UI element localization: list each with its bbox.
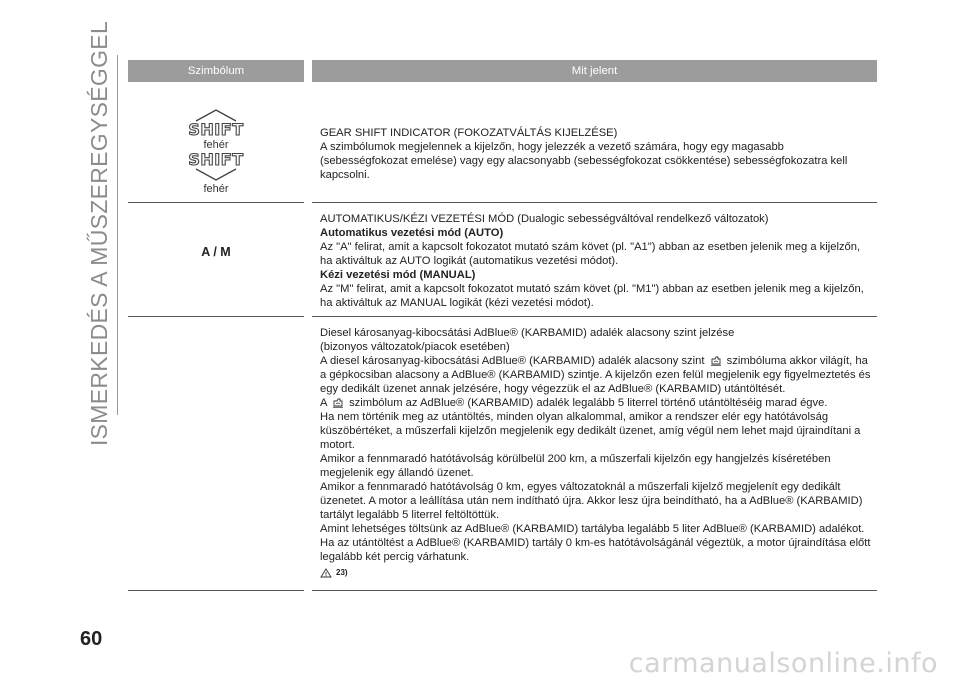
description-text: A szimbólum az AdBlue® (KARBAMID) adalék legalább 5 literrel történő utántöltéséig marad égve.	[320, 397, 828, 409]
symbol-color-label: fehér	[203, 139, 229, 151]
symbol-color-label: fehér	[203, 183, 229, 195]
adblue-level-icon	[332, 397, 344, 408]
watermark: carmanualsonline.info	[628, 648, 938, 679]
table-row	[128, 82, 877, 203]
shift-up-symbol: SHIFT	[188, 120, 244, 139]
description-text: Amint lehetséges töltsünk az AdBlue® (KARBAMID) tartályba legalább 5 liter AdBlue® (KARBAMID) adalékot. Ha az utántöltést a AdBlue® (KARBAMID) tartály 0 km-es hatótávolságánál végeztük, a motor újraindítása előtt legalább két percig várhatunk.	[320, 523, 871, 563]
warning-reference	[320, 566, 873, 580]
description-title: GEAR SHIFT INDICATOR (FOKOZATVÁLTÁS KIJELZÉSE)	[320, 127, 618, 139]
side-section-title	[82, 20, 118, 446]
header-meaning: Mit jelent	[312, 60, 877, 82]
table-row	[128, 317, 877, 591]
symbol-table	[128, 60, 877, 591]
header-gap	[304, 60, 312, 82]
downshift-chevron-icon	[194, 168, 238, 182]
auto-mode-text: Az "A" felirat, amit a kapcsolt fokozatot mutató szám követ (pl. "A1") abban az esetben jelenik meg a kijelzőn, ha aktiváltuk az AUTO logikát (automatikus vezetési módot).	[320, 241, 861, 267]
description-text: Ha nem történik meg az utántöltés, minden olyan alkalommal, amikor a rendszer elér egy hatótávolság küszöbértéket, a műszerfali kijelzőn megjelenik egy dedikált üzenet, amíg végül nem lehet majd újraindítani a motort.	[320, 411, 861, 451]
auto-mode-heading: Automatikus vezetési mód (AUTO)	[320, 227, 504, 239]
side-title-text: ISMERKEDÉS A MŰSZEREGYSÉGGEL	[86, 20, 113, 446]
table-header-row	[128, 60, 877, 82]
description-cell	[312, 317, 877, 591]
warning-triangle-icon	[320, 568, 332, 578]
manual-mode-heading: Kézi vezetési mód (MANUAL)	[320, 269, 476, 281]
description-title: AUTOMATIKUS/KÉZI VEZETÉSI MÓD (Dualogic sebességváltóval rendelkező változatok)	[320, 213, 769, 225]
manual-mode-text: Az "M" felirat, amit a kapcsolt fokozatot mutató szám követ (pl. "M1") abban az esetben jelenik meg a kijelzőn, ha aktiváltuk az MANUAL logikát (kézi vezetési módot).	[320, 283, 864, 309]
description-text: A diesel károsanyag-kibocsátási AdBlue® (KARBAMID) adalék alacsony szint szimbóluma akkor világít, ha a gépkocsiban alacsony a AdBlue® (KARBAMID) szintje. A kijelzőn ezen felül megjelenik egy figyelmeztetés és egy dedikált üzenet annak jelzésére, hogy végezzük el az AdBlue® (KARBAMID) utántöltését.	[320, 355, 871, 395]
description-text: Amikor a fennmaradó hatótávolság körülbelül 200 km, a műszerfali kijelzőn egy hangjelzés kíséretében megjelenik egy állandó üzenet.	[320, 453, 831, 479]
description-cell	[312, 82, 877, 203]
symbol-cell	[128, 82, 304, 203]
symbol-cell	[128, 317, 304, 591]
shift-down-symbol: SHIFT	[188, 150, 244, 169]
description-text: A szimbólumok megjelennek a kijelzőn, hogy jelezzék a vezető számára, hogy egy magasabb (sebességfokozat emelése) vagy egy alacsonyabb (sebességfokozat csökkentése) sebességfokozatra kell kapcsolni.	[320, 141, 848, 181]
header-symbol: Szimbólum	[128, 60, 304, 82]
warning-reference-number: 23)	[336, 568, 348, 577]
description-text: Amikor a fennmaradó hatótávolság 0 km, egyes változatoknál a műszerfali kijelző megjelenít egy dedikált üzenetet. A motor a leállítása után nem indítható újra. Akkor lesz újra beindítható, ha a AdBlue® (KARBAMID) tartályt legalább 5 literrel feltöltöttük.	[320, 481, 863, 521]
side-divider	[117, 55, 118, 415]
table-row	[128, 203, 877, 317]
description-title: Diesel károsanyag-kibocsátási AdBlue® (KARBAMID) adalék alacsony szint jelzése	[320, 327, 735, 339]
auto-manual-symbol: A / M	[201, 245, 231, 259]
adblue-level-icon	[710, 355, 722, 366]
description-subtitle: (bizonyos változatok/piacok esetében)	[320, 341, 510, 353]
page-number: 60	[80, 628, 103, 650]
description-cell	[312, 203, 877, 317]
symbol-cell	[128, 203, 304, 317]
